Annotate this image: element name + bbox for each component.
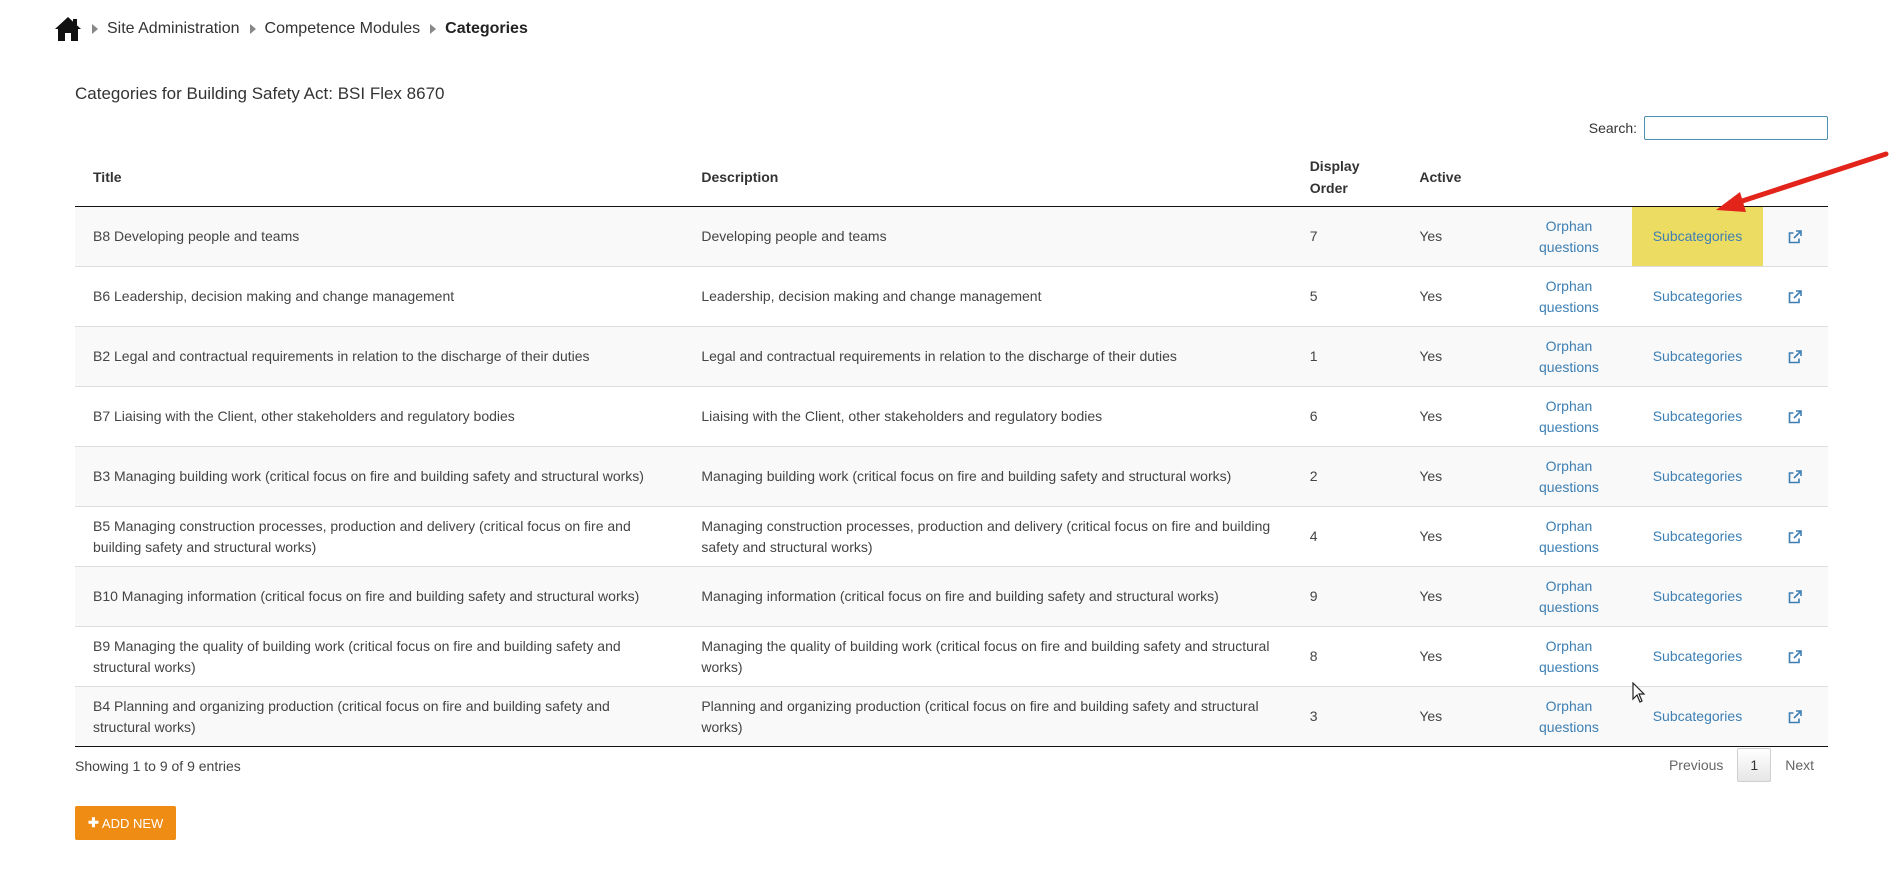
cell-title: B10 Managing information (critical focus on fire and building safety and structural works) (75, 567, 683, 627)
cell-external (1763, 567, 1828, 627)
subcategories-link[interactable]: Subcategories (1652, 708, 1743, 724)
cell-external (1763, 687, 1828, 747)
pagination-page-current[interactable]: 1 (1737, 748, 1771, 782)
header-subcategories (1632, 148, 1763, 207)
cell-active: Yes (1401, 687, 1506, 747)
cell-orphan (1506, 387, 1632, 447)
page-title: Categories for Building Safety Act: BSI Flex 8670 (75, 84, 445, 103)
header-display-order[interactable] (1292, 148, 1402, 207)
table-row (75, 387, 1828, 447)
external-link-icon[interactable] (1788, 290, 1802, 304)
categories-table-wrapper (75, 148, 1828, 747)
categories-table (75, 148, 1828, 747)
orphan-questions-link[interactable]: Orphan questions (1539, 337, 1599, 375)
cell-external (1763, 387, 1828, 447)
cell-title: B9 Managing the quality of building work (critical focus on fire and building safety and structural works) (75, 627, 683, 687)
cell-description: Planning and organizing production (critical focus on fire and building safety and structural works) (683, 687, 1291, 747)
external-link-icon[interactable] (1788, 530, 1802, 544)
cell-title: B8 Developing people and teams (75, 207, 683, 267)
orphan-questions-link[interactable]: Orphan questions (1539, 577, 1599, 615)
cell-orphan (1506, 627, 1632, 687)
header-title[interactable]: Title (75, 148, 683, 207)
cell-description: Managing building work (critical focus on fire and building safety and structural works) (683, 447, 1291, 507)
cell-display-order: 7 (1292, 207, 1402, 267)
orphan-questions-link[interactable]: Orphan questions (1539, 217, 1599, 255)
cell-subcategories (1632, 507, 1763, 567)
cell-external (1763, 327, 1828, 387)
cell-title: B4 Planning and organizing production (critical focus on fire and building safety and structural works) (75, 687, 683, 747)
table-header-row (75, 148, 1828, 207)
orphan-questions-link[interactable]: Orphan questions (1539, 517, 1599, 555)
home-icon[interactable] (54, 16, 82, 42)
header-orphan (1506, 148, 1632, 207)
table-row (75, 567, 1828, 627)
cell-subcategories (1632, 387, 1763, 447)
external-link-icon[interactable] (1788, 650, 1802, 664)
orphan-questions-link[interactable]: Orphan questions (1539, 397, 1599, 435)
cell-active: Yes (1401, 627, 1506, 687)
subcategories-link[interactable]: Subcategories (1652, 648, 1743, 664)
cell-subcategories (1632, 207, 1763, 267)
cell-active: Yes (1401, 327, 1506, 387)
cell-subcategories (1632, 627, 1763, 687)
cell-active: Yes (1401, 447, 1506, 507)
cell-external (1763, 627, 1828, 687)
cell-title: B5 Managing construction processes, production and delivery (critical focus on fire and building safety and structural works) (75, 507, 683, 567)
cell-description: Managing the quality of building work (critical focus on fire and building safety and structural works) (683, 627, 1291, 687)
external-link-icon[interactable] (1788, 710, 1802, 724)
cell-description: Leadership, decision making and change management (683, 267, 1291, 327)
pagination-next[interactable]: Next (1785, 757, 1814, 773)
breadcrumb (54, 16, 528, 42)
orphan-questions-link[interactable]: Orphan questions (1539, 457, 1599, 495)
table-row (75, 507, 1828, 567)
cell-subcategories (1632, 267, 1763, 327)
cell-subcategories (1632, 687, 1763, 747)
table-info: Showing 1 to 9 of 9 entries (75, 758, 241, 774)
header-display-order-line1: Display (1309, 158, 1360, 174)
table-row (75, 207, 1828, 267)
cell-description: Managing construction processes, production and delivery (critical focus on fire and building safety and structural works) (683, 507, 1291, 567)
cell-external (1763, 507, 1828, 567)
chevron-right-icon (250, 24, 256, 34)
header-description[interactable]: Description (683, 148, 1291, 207)
cell-orphan (1506, 207, 1632, 267)
chevron-right-icon (430, 24, 436, 34)
cell-title: B7 Liaising with the Client, other stakeholders and regulatory bodies (75, 387, 683, 447)
table-row (75, 687, 1828, 747)
header-link (1763, 148, 1828, 207)
plus-icon: ✚ (88, 815, 99, 830)
cell-orphan (1506, 507, 1632, 567)
external-link-icon[interactable] (1788, 230, 1802, 244)
cell-active: Yes (1401, 267, 1506, 327)
subcategories-link[interactable]: Subcategories (1652, 228, 1743, 244)
cell-display-order: 3 (1292, 687, 1402, 747)
table-row (75, 627, 1828, 687)
cell-display-order: 4 (1292, 507, 1402, 567)
breadcrumb-categories: Categories (445, 20, 528, 37)
breadcrumb-competence-modules[interactable]: Competence Modules (264, 20, 421, 37)
subcategories-link[interactable]: Subcategories (1652, 588, 1743, 604)
add-new-button[interactable] (75, 806, 176, 840)
table-body (75, 207, 1828, 747)
cell-orphan (1506, 267, 1632, 327)
subcategories-link[interactable]: Subcategories (1652, 528, 1743, 544)
external-link-icon[interactable] (1788, 350, 1802, 364)
cell-subcategories (1632, 567, 1763, 627)
orphan-questions-link[interactable]: Orphan questions (1539, 277, 1599, 315)
cell-external (1763, 207, 1828, 267)
cell-external (1763, 267, 1828, 327)
subcategories-link[interactable]: Subcategories (1652, 288, 1743, 304)
subcategories-link[interactable]: Subcategories (1652, 348, 1743, 364)
table-row (75, 447, 1828, 507)
pagination (1655, 748, 1828, 782)
cell-display-order: 2 (1292, 447, 1402, 507)
cell-description: Liaising with the Client, other stakeholders and regulatory bodies (683, 387, 1291, 447)
add-new-label: ADD NEW (101, 815, 164, 831)
header-active[interactable]: Active (1401, 148, 1506, 207)
external-link-icon[interactable] (1788, 470, 1802, 484)
chevron-right-icon (92, 24, 98, 34)
cell-display-order: 8 (1292, 627, 1402, 687)
header-display-order-line2: Order (1309, 180, 1348, 196)
cell-orphan (1506, 687, 1632, 747)
cell-orphan (1506, 567, 1632, 627)
cell-description: Legal and contractual requirements in relation to the discharge of their duties (683, 327, 1291, 387)
breadcrumb-site-administration[interactable]: Site Administration (107, 20, 240, 37)
external-link-icon[interactable] (1788, 410, 1802, 424)
cell-active: Yes (1401, 507, 1506, 567)
cell-active: Yes (1401, 567, 1506, 627)
table-row (75, 327, 1828, 387)
cell-external (1763, 447, 1828, 507)
search-label: Search: (1588, 120, 1637, 136)
cell-subcategories (1632, 327, 1763, 387)
cell-active: Yes (1401, 387, 1506, 447)
cell-display-order: 1 (1292, 327, 1402, 387)
cell-description: Developing people and teams (683, 207, 1291, 267)
search-box (1589, 116, 1828, 140)
cell-display-order: 9 (1292, 567, 1402, 627)
cell-title: B6 Leadership, decision making and change management (75, 267, 683, 327)
orphan-questions-link[interactable]: Orphan questions (1539, 697, 1599, 735)
cell-title: B3 Managing building work (critical focus on fire and building safety and structural works) (75, 447, 683, 507)
search-input[interactable] (1644, 116, 1828, 140)
cell-display-order: 6 (1292, 387, 1402, 447)
cell-orphan (1506, 327, 1632, 387)
orphan-questions-link[interactable]: Orphan questions (1539, 637, 1599, 675)
table-row (75, 267, 1828, 327)
cell-subcategories (1632, 447, 1763, 507)
external-link-icon[interactable] (1788, 590, 1802, 604)
cell-description: Managing information (critical focus on fire and building safety and structural works) (683, 567, 1291, 627)
cell-display-order: 5 (1292, 267, 1402, 327)
cell-active: Yes (1401, 207, 1506, 267)
subcategories-link[interactable]: Subcategories (1652, 408, 1743, 424)
subcategories-link[interactable]: Subcategories (1652, 468, 1743, 484)
cell-title: B2 Legal and contractual requirements in relation to the discharge of their duties (75, 327, 683, 387)
pagination-previous[interactable]: Previous (1668, 757, 1724, 773)
cell-orphan (1506, 447, 1632, 507)
